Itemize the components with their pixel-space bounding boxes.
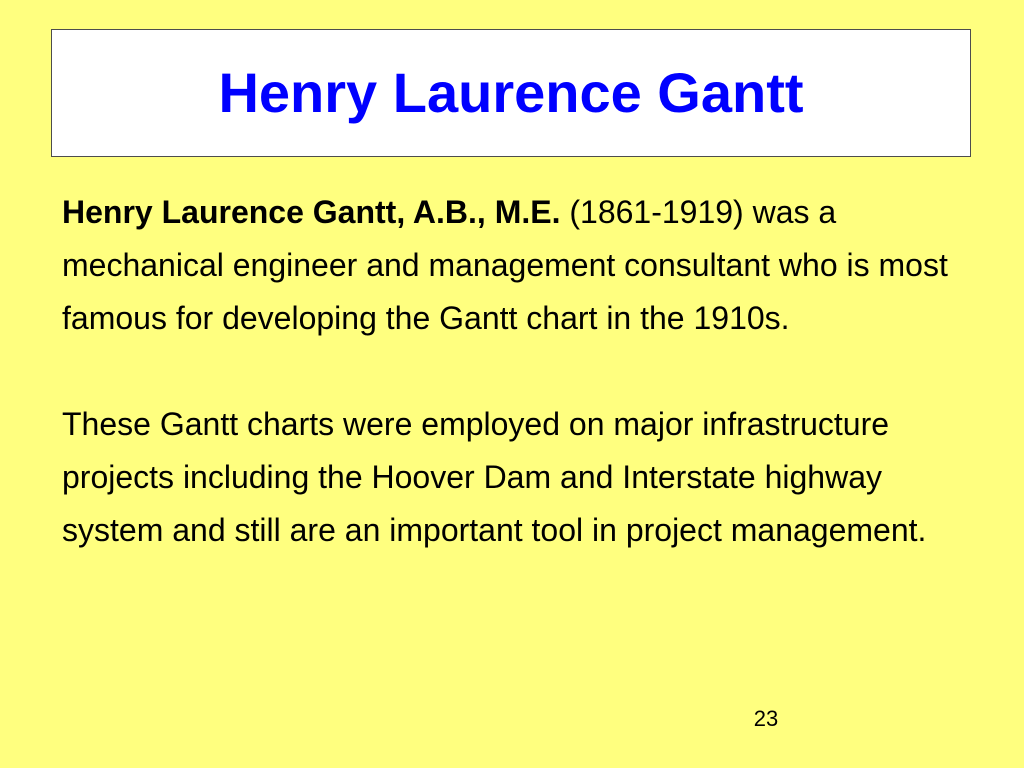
paragraph-2: These Gantt charts were employed on major infrastructure projects including the Hoover Dam and Interstate highway system and still are an important tool in project management. xyxy=(62,406,927,548)
slide-title: Henry Laurence Gantt xyxy=(218,61,804,124)
title-box xyxy=(51,29,971,157)
slide-body xyxy=(62,186,962,557)
paragraph-1-bold-lead: Henry Laurence Gantt, A.B., M.E. xyxy=(62,194,561,230)
paragraph-1-text: (1861-1919) was a mechanical engineer and management consultant who is most famous for developing the Gantt chart in the 1910s. xyxy=(62,194,948,336)
paragraph-1 xyxy=(62,186,962,345)
slide-number: 23 xyxy=(753,706,779,731)
